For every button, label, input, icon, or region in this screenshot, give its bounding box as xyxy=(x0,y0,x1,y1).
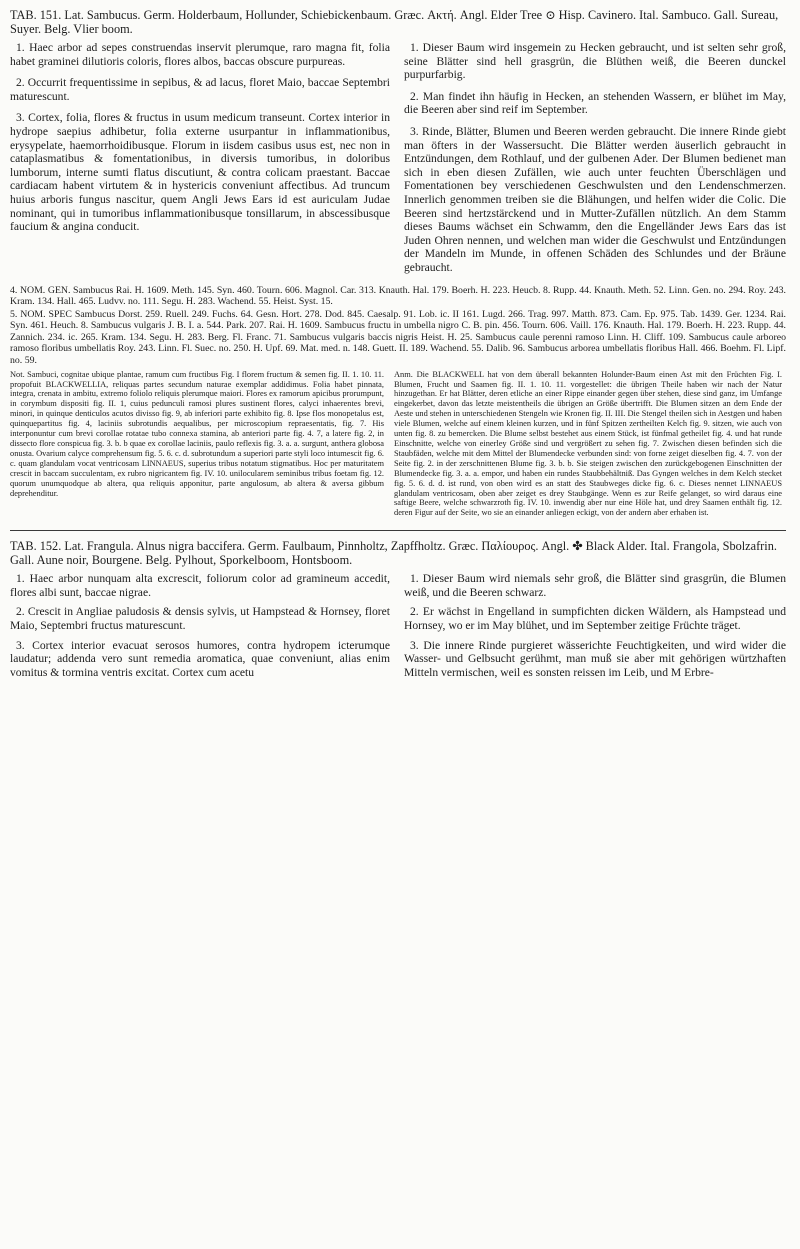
tab-152-descriptions xyxy=(10,572,786,685)
note-latin-text: Not. Sambuci, cognitae ubique plantae, ramum cum fructibus Fig. I florem fructum & semen fig. II. 1. 10. 11. propofuit BLACKWELLIA, reliquas partes secundum naturae exemplar addidimus. Folia habet pinnata, integra, crenata in ambitu, extremo foliolo reliquis plerumque maiori. Flores ex ramorum apicibus prorumpunt, in corymbum dispositi fig. II. 1, cuius pedunculi ramosi plures sustinent flores, calyci inhaerentes brevi, minori, in quinque denticulos acutos divisso fig. 9, ab inferiori parte exhibito fig. 8. Ipse flos monopetalus est, quinquepartitus fig. 4, laciniis subrotundis aequalibus, per microscopium repraesentatis, fig. 7. His interponuntur cum brevi corollae rotatae tubo connexa stamina, ab anteriori parte fig. 4. 7, a latere fig. 2, in dissecto flore conspicua fig. 3. b. b quae ex corollae laciniis, paulo reflexis fig. 3. a. a. surgunt, anthera globosa onusta. Ovarium calyce comprehensum fig. 5. 6. c. d. subrotundum a superiori parte styli loco intumescit fig. 6. c. quam glandulam vocat ventricosam LINNAEUS, superius tribus notatum stigmatibus. Hoc per maturitatem crescit in baccam succulentam, ex rubro nigricantem fig. IV. 10. unilocularem seminibus tribus foetam fig. 12. quorum unumquodque ab altera, qua reliquis apponitur, parte angulosum, ab altera & aversa gibbum deprehenditur. xyxy=(10,369,384,498)
note-german xyxy=(394,370,782,519)
german-152-paragraph-2: 2. Er wächst in Engelland in sumpfichten dicken Wäldern, als Hampstead und Hornsey, wo er im May blühet, und im September zeitige Früchte träget. xyxy=(404,605,786,633)
german-paragraph-2: 2. Man findet ihn häufig in Hecken, an stehenden Wassern, er blühet im May, die Beeren aber sind reif im September. xyxy=(404,89,786,117)
latin-152-paragraph-3: 3. Cortex interior evacuat serosos humores, contra hydropem icterumque laudatur; addenda vero sunt remedia aromatica, quae conveniunt, alias enim vomitus & tormina ventris excitat. Cortex cum acetu xyxy=(10,638,390,679)
latin-paragraph-1: 1. Haec arbor ad sepes construendas inservit plerumque, raro magna fit, folia habet graminei dilutioris coloris, flores albos, baccas obscure purpureas. xyxy=(10,41,390,68)
tab-152-header: TAB. 152. Lat. Frangula. Alnus nigra baccifera. Germ. Faulbaum, Pinnholtz, Zapffholtz. Græc. Παλίουρος. Angl. ✤ Black Alder. Ital. Frangola, Sbolzafrin. Gall. Aune noir, Bourgene. Belg. Pylhout, Sporkelboom, Hontsboom. xyxy=(10,539,777,568)
tab-152-german-column xyxy=(404,572,786,685)
latin-152-paragraph-2: 2. Crescit in Angliae paludosis & densis sylvis, ut Hampstead & Hornsey, floret Maio, Septembri fructus maturescunt. xyxy=(10,605,390,633)
nom-spec: 5. NOM. SPEC Sambucus Dorst. 259. Ruell. 249. Fuchs. 64. Gesn. Hort. 278. Dod. 845. Caesalp. 91. Lob. ic. II 161. Lugd. 266. Trag. 997. Matth. 873. Cam. Ep. 975. Tab. 1439. Ger. 1234. Rai. Syn. 461. Heuch. 8. Sambucus vulgaris J. B. I. a. 544. Park. 207. Rai. H. 1609. Sambucus fructu in umbella nigro C. B. pin. 456. Tourn. 606. Vaill. 176. Knauth. Hal. 179. Boerh. H. 223. Rupp. 44. Zannich. 234. ic. 265. Kram. 134. Segu. H. 283. Berg. Fl. Franc. 71. Sambucus vulgaris baccis nigris Heist. H. 25. Sambucus caule perenni ramoso Linn. H. Cliff. 109. Sambucus caule arboreo ramoso floribus umbellatis Roy. 243. Linn. Fl. Suec. no. 250. H. Upf. 69. Mat. med. n. 148. Guett. II. 189. Wachend. 55. Dalib. 96. Sambucus arborea umbellatis floribus Hall. 466. Boehm. Fl. Lipf. no. 59. xyxy=(10,308,786,367)
german-152-paragraph-3: 3. Die innere Rinde purgieret wässerichte Feuchtigkeiten, und wird wider die Wasser- und Gelbsucht gerühmt, man muß sie aber mit gehörigen würtzhaften Mitteln vermischen, weil es sonsten reissen im Leib, und M Erbre- xyxy=(404,638,786,679)
german-paragraph-3: 3. Rinde, Blätter, Blumen und Beeren werden gebraucht. Die innere Rinde giebt man öfters in der Wassersucht. Die Blätter werden äuserlich gebraucht in Entzündungen, dem Rothlauf, und der gulbenen Ader. Der Blumen bedienet man sich in eben diesen Zufällen, wie auch unter feuchten Überschlägen und Fomentationen bey verschiedenen Geschwulsten und den Lendenschmerzen. Innerlich genommen treiben sie die Blähungen, und helfen wider die Colic. Die Beeren sind hertzstärckend und in Mutter-Zufällen nützlich. An dem Stamm dieses Baums wächset ein Schwamm, den die Engelländer Jews Ears das ist Juden Ohren nennen, und welchen man wider die Geschwulst und Entzündungen der Mandeln im Munde, in offenen Schäden des Schlundes und der Bräune gebraucht. xyxy=(404,124,786,274)
annotation-section xyxy=(10,370,786,519)
latin-152-paragraph-1: 1. Haec arbor nunquam alta excrescit, foliorum color ad gramineum accedit, flores albi sunt, baccae nigrae. xyxy=(10,572,390,599)
note-german-text: Anm. Die BLACKWELL hat von dem überall bekannten Holunder-Baum einen Ast mit den Früchten Fig. I. Blumen, Frucht und Saamen fig. II. 1. 10. 11. vorgestellet: die übrigen Theile haben wir nach der Natur hinzugethan. Er hat Blätter, deren etliche an einer Rippe einander gegen über stehen, diese sind ganz, im Umfange eingekerbet, davon das letzte meistentheils die übrigen an Größe übertrifft. Die Blumen sitzen an dem Ende der Aeste und stehen in unterschiedenen Stengeln wie Kronen fig. II. III. Die Stengel theilen sich in Aestgen und haben viele Blumen, welche auf einem kleinen kurzen, und in fünf Spitzen zertheilten Kelch fig. 9. sitzen, wie auch von unten fig. 8. zu bemercken. Die Blume selbst bestehet aus einem Stück, ist fünfmal getheilet fig. 4. und hat runde Einschnitte, welche von einerley Größe sind und vergrößert zu sehen fig. 7. Zwischen diesen befinden sich die Staubfäden, welche mit dem Mittel der Blumendecke verbunden sind: von forne zeiget dieselben fig. 4. 7. von der Seite fig. 2. in der zerschnittenen Blume fig. 3. b. b. Sie steigen zwischen den zurückgebogenen Einschnitten der Blumendecke fig. 3. a. a. empor, und haben ein rundes Staubbehältniß. Das Gyngen welches in dem Kelch stecket fig. 5. 6. d. d. ist rund, von oben wird es an statt des Staubweges dicke fig. 6. c. Dieses nennet LINNAEUS glandulam ventricosam, oben aber zeiget es drey Staubgänge. Wenn es zur Reife gelanget, so wird daraus eine saftige Beere, welche schwarzroth fig. IV. 10. inwendig aber nur eine Höle hat, und drey Saamen enthält fig. 12. deren Figur auf der Seite, wo sie an einander anliegen eckigt, von der andern aber erhaben ist. xyxy=(394,369,782,518)
tab-151-descriptions xyxy=(10,41,786,283)
tab-151-header: TAB. 151. Lat. Sambucus. Germ. Holderbaum, Hollunder, Schiebickenbaum. Græc. Ακτή. Angl. Elder Tree ⊙ Hisp. Cavinero. Ital. Sambuco. Gall. Sureau, Suyer. Belg. Vlier boom. xyxy=(10,8,779,36)
tab-152-latin-column xyxy=(10,572,390,685)
note-latin xyxy=(10,370,384,519)
latin-paragraph-3: 3. Cortex, folia, flores & fructus in usum medicum transeunt. Cortex interior in hydrope saepius adhibetur, folia externe usurpantur in inflammationibus, erysypelate, haemorrhoidibusque. Florum in iisdem casibus usus est, nec non in cataplasmatibus & fomentationibus, in diversis tumoribus, in doloribus lumborum, interne sumti flatus discutiunt, & contra colicam praestant. Baccae cardiacam habent virtutem & in hystericis conveniunt affectibus. Ad truncum huius arboris fungus nascitur, quem Angli Jews Ears id est auriculam Judae nominant, qui in tumoribus inflammationibusque tonsillarum, in abscessibusque faucium & angina conducit. xyxy=(10,111,390,234)
section-divider xyxy=(10,530,786,531)
nomenclature-section xyxy=(10,285,786,367)
tab-151-german-column xyxy=(404,41,786,283)
german-paragraph-1: 1. Dieser Baum wird insgemein zu Hecken gebraucht, und ist selten sehr groß, seine Blätter sind hell grasgrün, die Blüthen weiß, die Beeren dunckel purpurfarbig. xyxy=(404,41,786,82)
tab-151-latin-column xyxy=(10,41,390,283)
latin-paragraph-2: 2. Occurrit frequentissime in sepibus, & ad lacus, floret Maio, baccae Septembri maturescunt. xyxy=(10,76,390,103)
german-152-paragraph-1: 1. Dieser Baum wird niemals sehr groß, die Blätter sind grasgrün, die Blumen weiß, und die Beeren schwarz. xyxy=(404,572,786,599)
nom-gen: 4. NOM. GEN. Sambucus Rai. H. 1609. Meth. 145. Syn. 460. Tourn. 606. Magnol. Car. 313. Knauth. Hal. 179. Boerh. H. 223. Heucb. 8. Rupp. 44. Knauth. Meth. 52. Linn. Gen. no. 294. Roy. 243. Kram. 134. Hall. 465. Ludvv. no. 111. Segu. H. 283. Wachend. 55. Heist. Syst. 15. xyxy=(10,284,786,308)
